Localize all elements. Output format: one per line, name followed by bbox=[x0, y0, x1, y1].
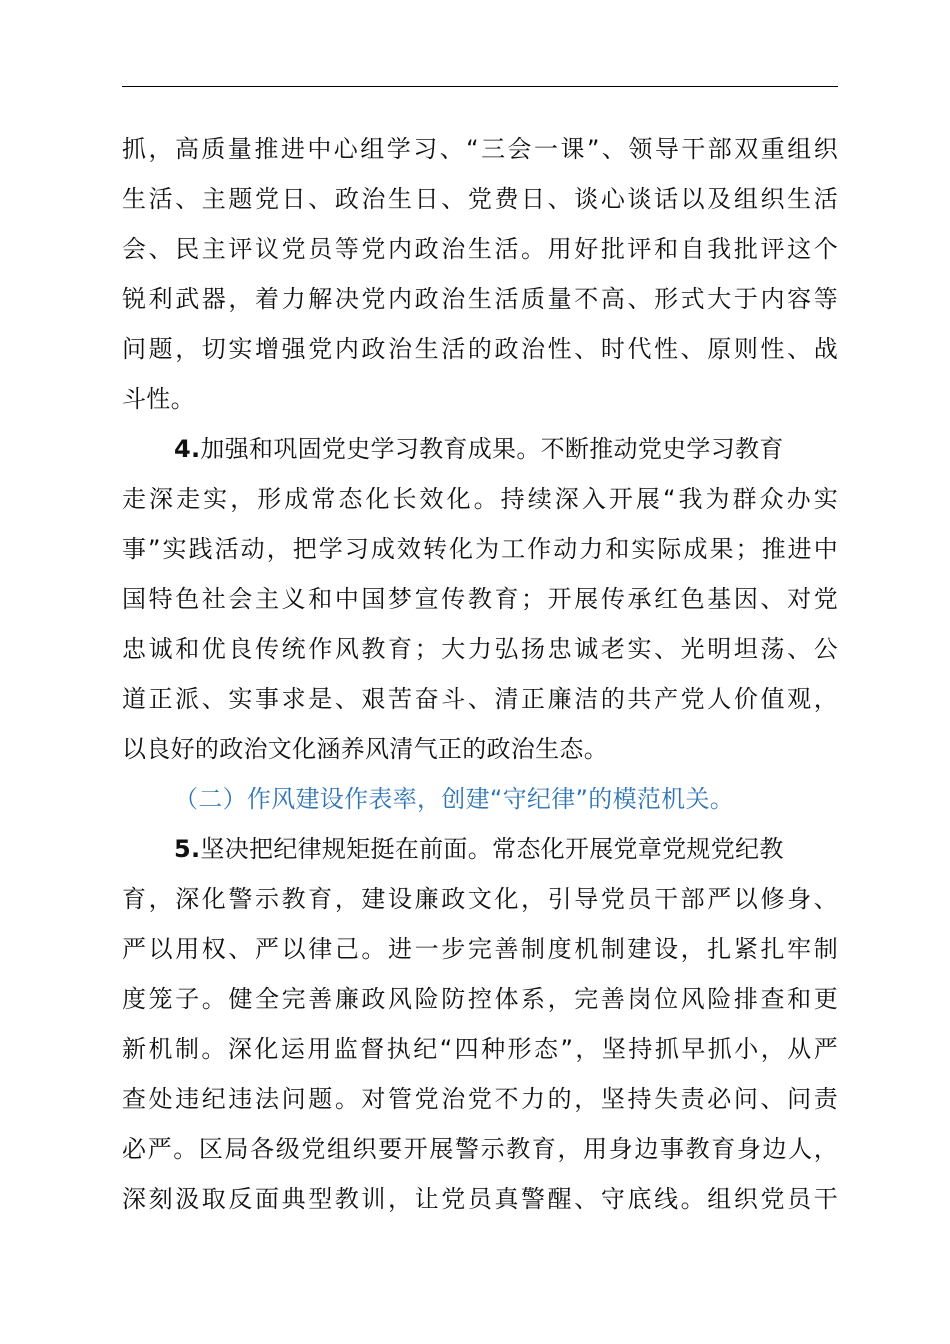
paragraph-line: 走深走实，形成常态化长效化。持续深入开展“我为群众办实 bbox=[122, 485, 838, 513]
item-5-number: 5. bbox=[174, 835, 201, 863]
paragraph-line: 抓，高质量推进中心组学习、“三会一课”、领导干部双重组织 bbox=[122, 135, 838, 163]
paragraph-line: 事”实践活动，把学习成效转化为工作动力和实际成果；推进中 bbox=[122, 535, 838, 563]
item-4-number: 4. bbox=[174, 435, 201, 463]
item-5-title: 坚决把纪律规矩挺在前面。常态化开展党章党规党纪教 bbox=[200, 835, 784, 863]
item-4-title: 加强和巩固党史学习教育成果。不断推动党史学习教育 bbox=[200, 435, 784, 463]
paragraph-line: 查处违纪违法问题。对管党治党不力的，坚持失责必问、问责 bbox=[122, 1085, 838, 1113]
paragraph-line: 斗性。 bbox=[122, 385, 195, 413]
paragraph-line: 国特色社会主义和中国梦宣传教育；开展传承红色基因、对党 bbox=[122, 585, 838, 613]
paragraph-line: 以良好的政治文化涵养风清气正的政治生态。 bbox=[122, 735, 608, 763]
paragraph-line: 新机制。深化运用监督执纪“四种形态”，坚持抓早抓小，从严 bbox=[122, 1035, 838, 1063]
section-heading: （二）作风建设作表率，创建“守纪律”的模范机关。 bbox=[174, 785, 735, 813]
paragraph-line: 深刻汲取反面典型教训，让党员真警醒、守底线。组织党员干 bbox=[122, 1185, 838, 1213]
item-5-first-line bbox=[174, 834, 838, 864]
paragraph-line: 忠诚和优良传统作风教育；大力弘扬忠诚老实、光明坦荡、公 bbox=[122, 635, 838, 663]
paragraph-line: 生活、主题党日、政治生日、党费日、谈心谈话以及组织生活 bbox=[122, 185, 838, 213]
paragraph-line: 必严。区局各级党组织要开展警示教育，用身边事教育身边人， bbox=[122, 1135, 838, 1163]
paragraph-line: 度笼子。健全完善廉政风险防控体系，完善岗位风险排查和更 bbox=[122, 985, 838, 1013]
paragraph-line: 问题，切实增强党内政治生活的政治性、时代性、原则性、战 bbox=[122, 335, 838, 363]
paragraph-line: 会、民主评议党员等党内政治生活。用好批评和自我批评这个 bbox=[122, 235, 838, 263]
paragraph-line: 锐利武器，着力解决党内政治生活质量不高、形式大于内容等 bbox=[122, 285, 838, 313]
header-rule bbox=[122, 86, 838, 87]
paragraph-line: 严以用权、严以律己。进一步完善制度机制建设，扎紧扎牢制 bbox=[122, 935, 838, 963]
item-4-first-line bbox=[174, 434, 838, 464]
paragraph-line: 育，深化警示教育，建设廉政文化，引导党员干部严以修身、 bbox=[122, 885, 838, 913]
paragraph-line: 道正派、实事求是、艰苦奋斗、清正廉洁的共产党人价值观， bbox=[122, 685, 838, 713]
